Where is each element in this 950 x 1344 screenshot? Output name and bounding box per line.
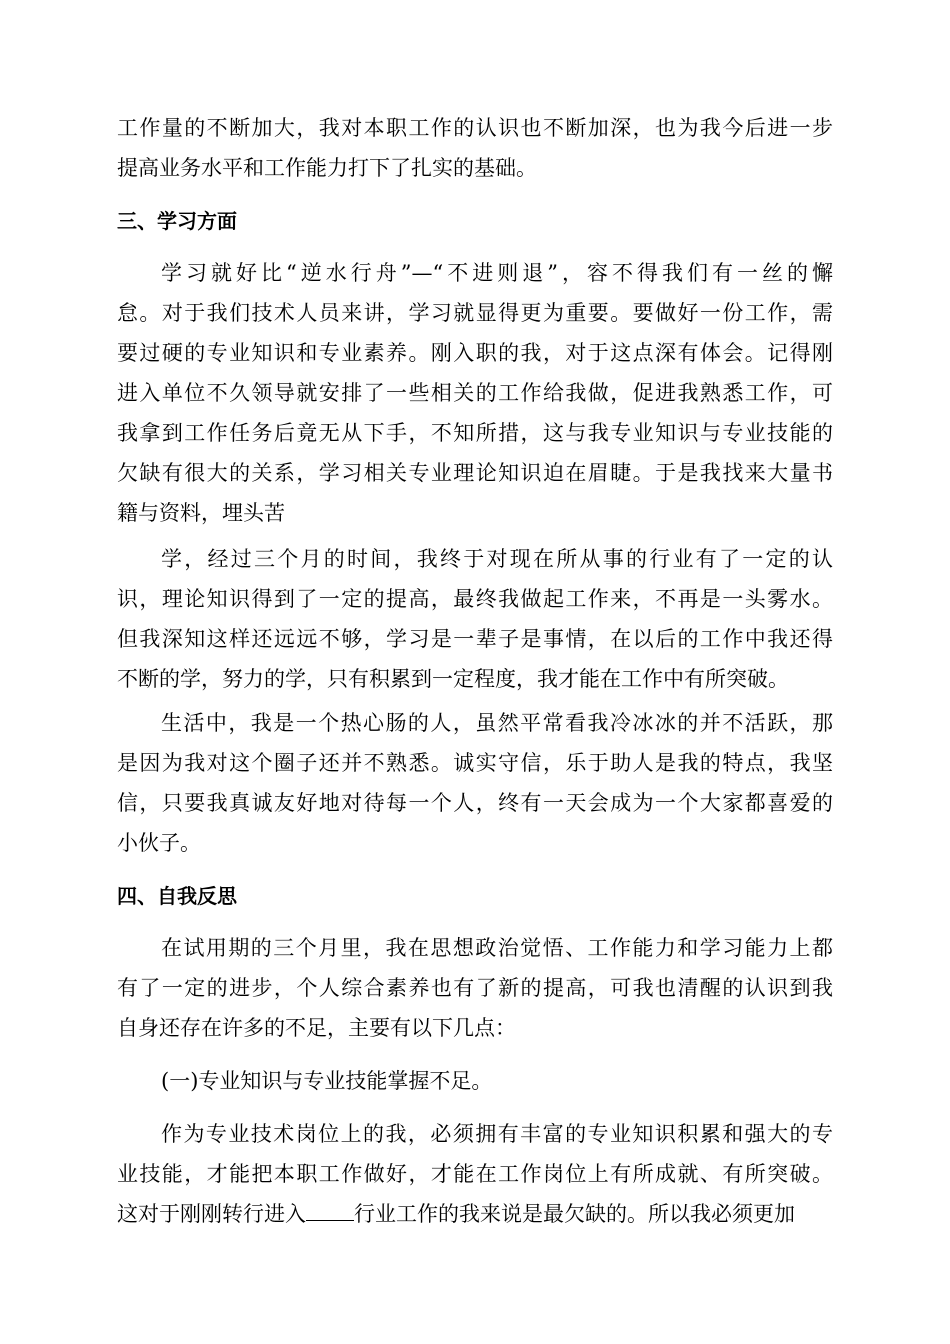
text-segment: 行业工作的我来说是最欠缺的。所以我必须更加 xyxy=(354,1202,795,1226)
text-line: 要过硬的专业知识和专业素养。刚入职的我，对于这点深有体会。记得刚 xyxy=(117,341,833,365)
text-line: 进入单位不久领导就安排了一些相关的工作给我做，促进我熟悉工作，可 xyxy=(117,381,833,405)
text-line: 学，经过三个月的时间，我终于对现在所从事的行业有了一定的认 xyxy=(161,547,833,571)
text-line: 小伙子。 xyxy=(117,831,201,855)
text-line: 作为专业技术岗位上的我，必须拥有丰富的专业知识积累和强大的专 xyxy=(161,1122,833,1146)
text-line: 有了一定的进步，个人综合素养也有了新的提高，可我也清醒的认识到我 xyxy=(117,976,833,1000)
text-line: 提高业务水平和工作能力打下了扎实的基础。 xyxy=(117,156,537,180)
text-line: 我拿到工作任务后竟无从下手，不知所措，这与我专业知识与专业技能的 xyxy=(117,421,833,445)
text-line: 籍与资料，埋头苦 xyxy=(117,501,285,525)
text-line: 怠。对于我们技术人员来讲，学习就显得更为重要。要做好一份工作，需 xyxy=(117,301,833,325)
paragraph-life xyxy=(117,703,833,863)
paragraph-study xyxy=(117,253,833,533)
text-segment: 这对于刚刚转行进入 xyxy=(117,1202,306,1226)
text-line: 识，理论知识得到了一定的提高，最终我做起工作来，不再是一头雾水。 xyxy=(117,587,833,611)
section-heading-reflection: 四、自我反思 xyxy=(117,884,237,908)
text-line: 在试用期的三个月里，我在思想政治觉悟、工作能力和学习能力上都 xyxy=(161,936,833,960)
paragraph-reflection xyxy=(117,928,833,1048)
text-line: 业技能，才能把本职工作做好，才能在工作岗位上有所成就、有所突破。 xyxy=(117,1162,833,1186)
text-line: 自身还存在许多的不足，主要有以下几点： xyxy=(117,1016,516,1040)
text-line: 欠缺有很大的关系，学习相关专业理论知识迫在眉睫。于是我找来大量书 xyxy=(117,461,833,485)
paragraph-study-continued xyxy=(117,539,833,699)
text-line-with-blank xyxy=(117,1194,833,1234)
text-line: 工作量的不断加大，我对本职工作的认识也不断加深，也为我今后进一步 xyxy=(117,116,833,140)
text-line: 生活中，我是一个热心肠的人，虽然平常看我冷冰冰的并不活跃，那 xyxy=(161,711,833,735)
sub-item-one xyxy=(117,1061,833,1101)
text-line: 学习就好比“逆水行舟”—“不进则退”，容不得我们有一丝的懈 xyxy=(161,261,833,285)
text-line: 信，只要我真诚友好地对待每一个人，终有一天会成为一个大家都喜爱的 xyxy=(117,791,833,815)
section-heading-study: 三、学习方面 xyxy=(117,209,237,233)
text-line: (一)专业知识与专业技能掌握不足。 xyxy=(161,1069,493,1093)
fill-in-blank xyxy=(306,1200,354,1221)
paragraph-professional xyxy=(117,1114,833,1234)
text-line: 但我深知这样还远远不够，学习是一辈子是事情，在以后的工作中我还得 xyxy=(117,627,833,651)
text-line: 是因为我对这个圈子还并不熟悉。诚实守信，乐于助人是我的特点，我坚 xyxy=(117,751,833,775)
paragraph-continuation xyxy=(117,108,833,188)
text-line: 不断的学，努力的学，只有积累到一定程度，我才能在工作中有所突破。 xyxy=(117,667,789,691)
